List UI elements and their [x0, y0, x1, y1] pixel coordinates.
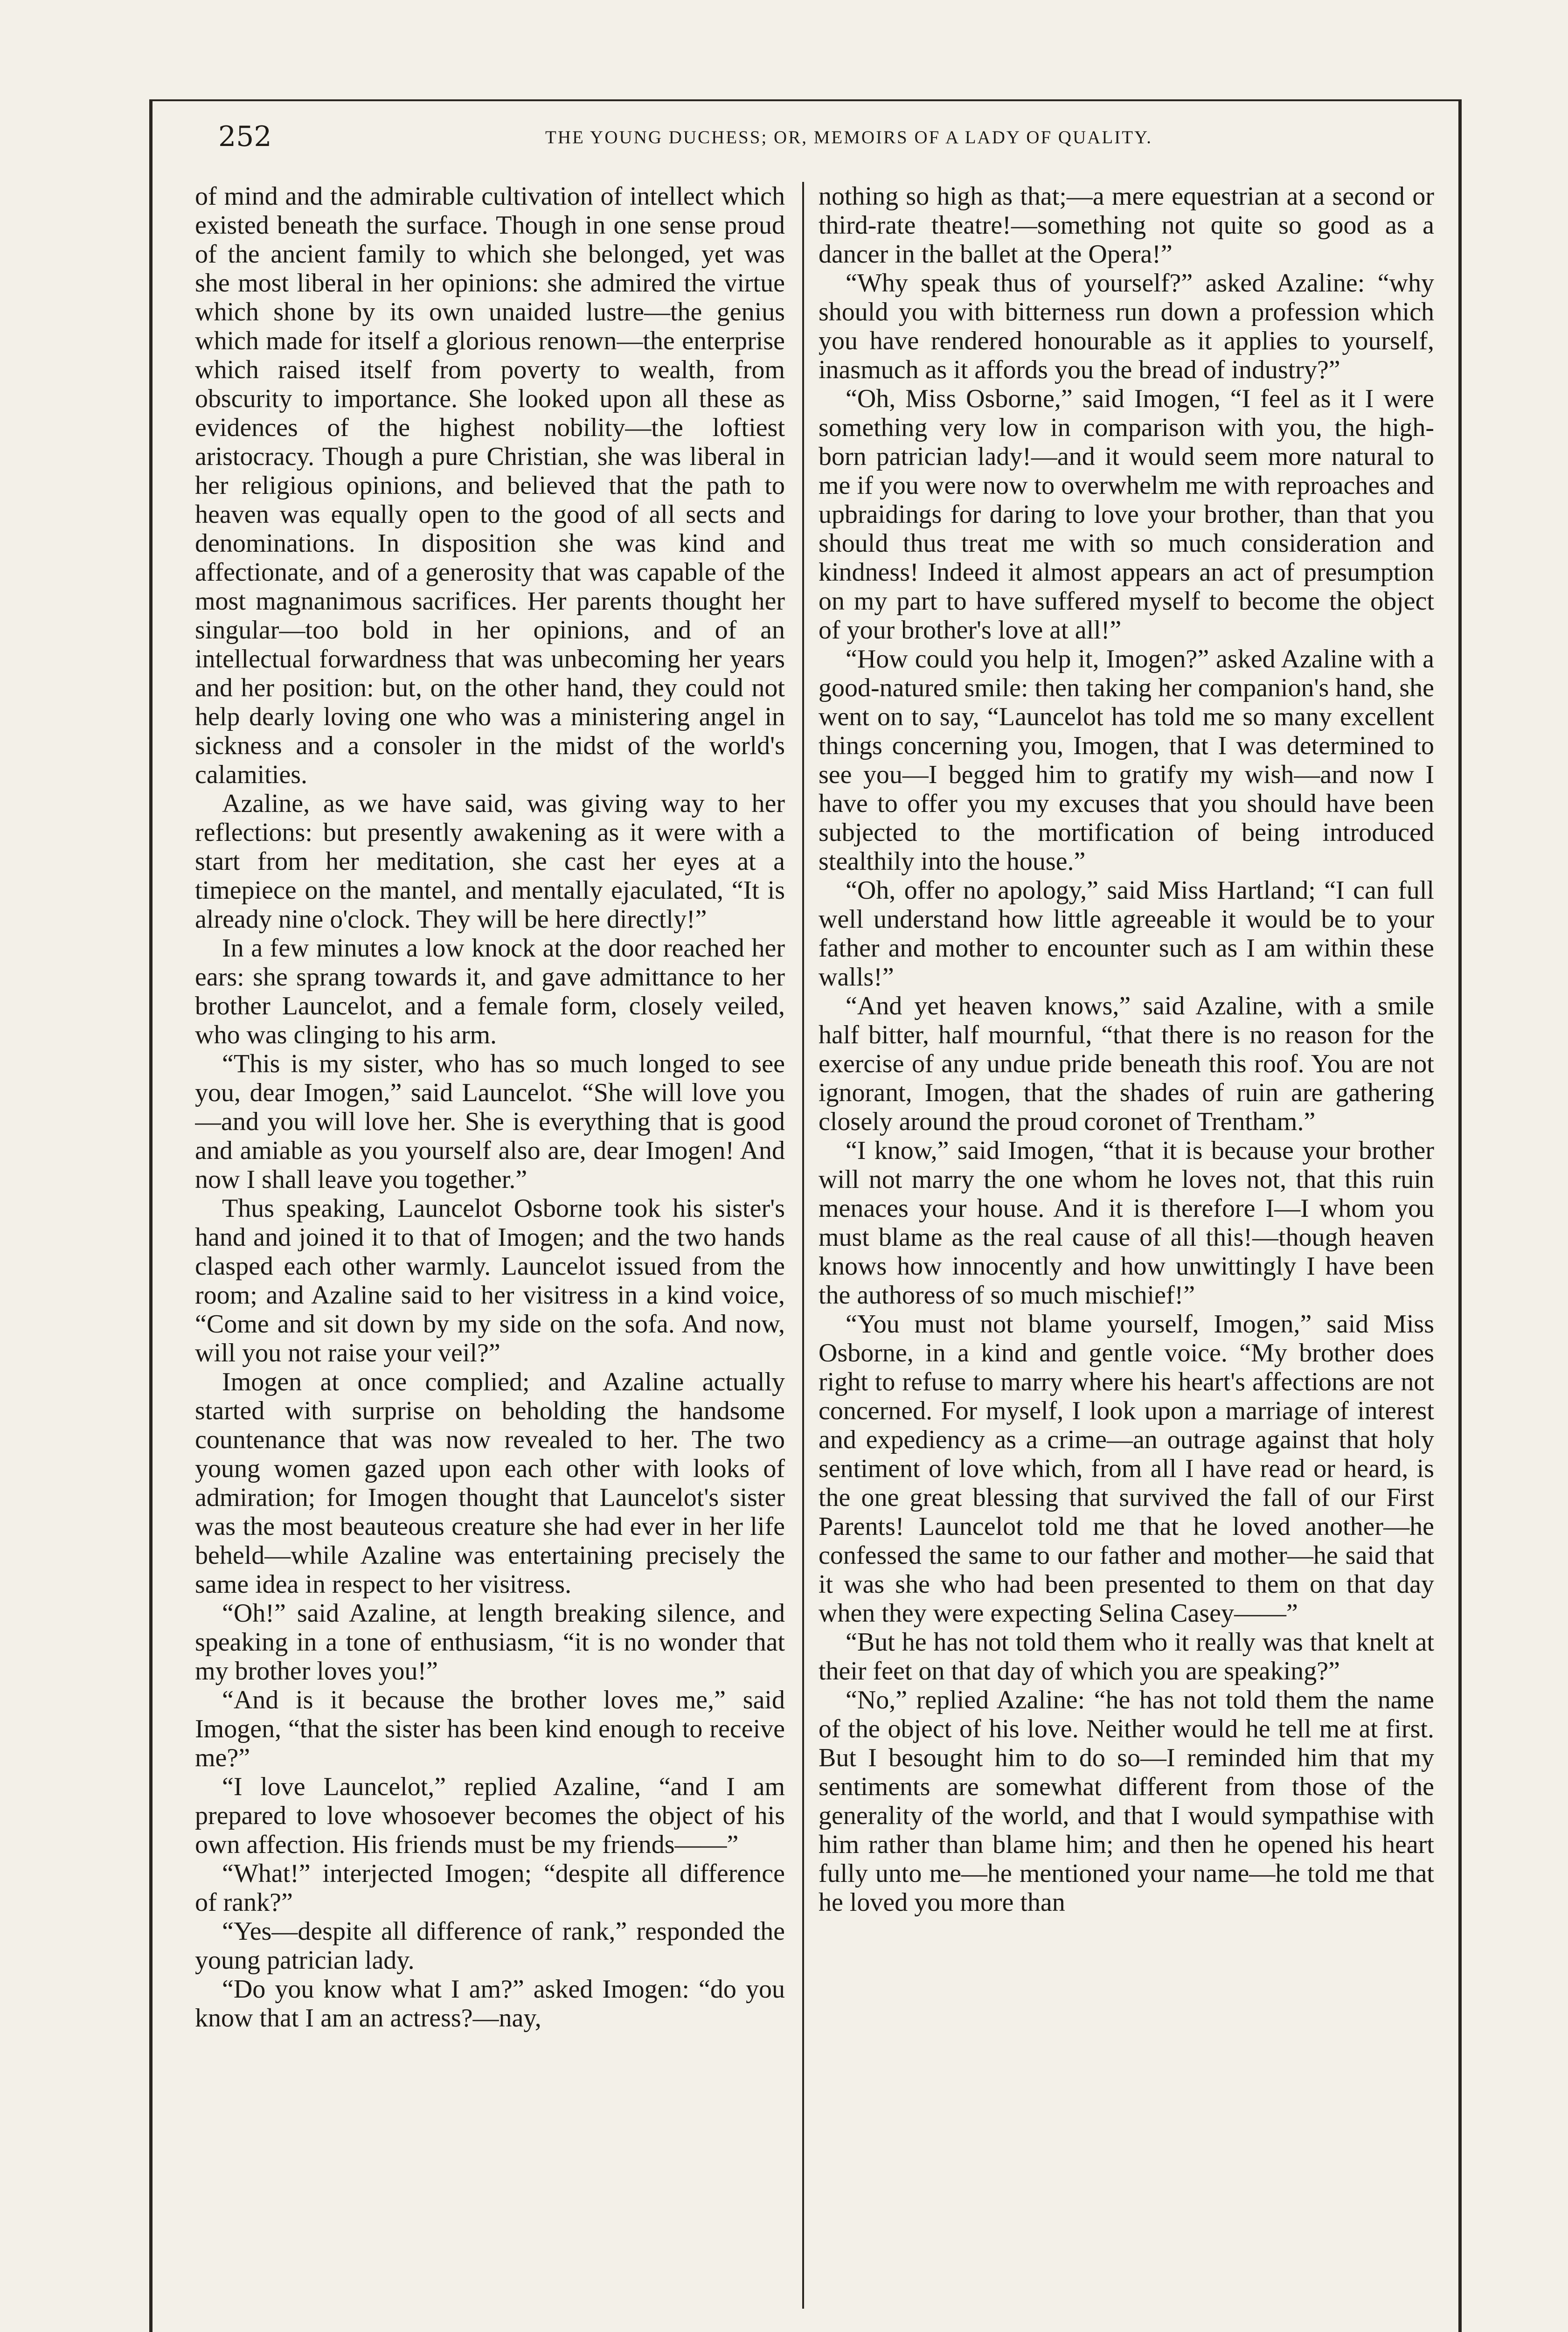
paragraph: “How could you help it, Imogen?” asked Azaline with a good-natured smile: then taking her companion's hand, she went on to say, “Launcelot has told me so many excellent things concerning you, Imogen, that I was determined to see you—I begged him to gratify my wish—and now I have to offer you my excuses that you should have been subjected to the mortification of being introduced stealthily into the house.” — [819, 645, 1434, 876]
paragraph: “And yet heaven knows,” said Azaline, with a smile half bitter, half mournful, “that there is no reason for the exercise of any undue pride beneath this roof. You are not ignorant, Imogen, that the shades of ruin are gathering closely around the proud coronet of Trentham.” — [819, 992, 1434, 1136]
paragraph: “Why speak thus of yourself?” asked Azaline: “why should you with bitterness run down a profession which you have rendered honourable as it applies to yourself, inasmuch as it affords you the bread of industry?” — [819, 269, 1434, 384]
paragraph: “I know,” said Imogen, “that it is because your brother will not marry the one whom he loves not, that this ruin menaces your house. And it is therefore I—I whom you must blame as the real cause of all this!—though heaven knows how innocently and how unwittingly I have been the authoress of so much mischief!” — [819, 1136, 1434, 1310]
paragraph: Azaline, as we have said, was giving way to her reflections: but presently awakening as it were with a start from her meditation, she cast her eyes at a timepiece on the mantel, and mentally ejaculated, “It is already nine o'clock. They will be here directly!” — [195, 789, 785, 934]
left-text-column — [195, 182, 785, 2313]
paragraph: of mind and the admirable cultivation of intellect which existed beneath the surface. Though in one sense proud of the ancient family to which she belonged, yet was she most liberal in her opinions: she admired the virtue which shone by its own unaided lustre—the genius which made for itself a glorious renown—the enterprise which raised itself from poverty to wealth, from obscurity to importance. She looked upon all these as evidences of the highest nobility—the loftiest aristocracy. Though a pure Christian, she was liberal in her religious opinions, and believed that the path to heaven was equally open to the good of all sects and denominations. In disposition she was kind and affectionate, and of a generosity that was capable of the most magnanimous sacrifices. Her parents thought her singular—too bold in her opinions, and of an intellectual forwardness that was unbecoming her years and her position: but, on the other hand, they could not help dearly loving one who was a ministering angel in sickness and a consoler in the midst of the world's calamities. — [195, 182, 785, 789]
paragraph: “Do you know what I am?” asked Imogen: “do you know that I am an actress?—nay, — [195, 1975, 785, 2033]
paragraph: “Yes—despite all difference of rank,” responded the young patrician lady. — [195, 1917, 785, 1975]
paragraph: “You must not blame yourself, Imogen,” said Miss Osborne, in a kind and gentle voice. “My brother does right to refuse to marry where his heart's affections are not concerned. For myself, I look upon a marriage of interest and expediency as a crime—an outrage against that holy sentiment of love which, from all I have read or heard, is the one great blessing that survived the fall of our First Parents! Launcelot told me that he loved another—he confessed the same to our father and mother—he said that it was she who had been presented to them on that day when they were expecting Selina Casey——” — [819, 1310, 1434, 1628]
paragraph: “I love Launcelot,” replied Azaline, “and I am prepared to love whosoever becomes the object of his own affection. His friends must be my friends——” — [195, 1772, 785, 1859]
page-number: 252 — [218, 120, 272, 153]
right-text-column — [819, 182, 1434, 2313]
paragraph: “But he has not told them who it really was that knelt at their feet on that day of which you are speaking?” — [819, 1628, 1434, 1686]
paragraph: Imogen at once complied; and Azaline actually started with surprise on beholding the handsome countenance that was now revealed to her. The two young women gazed upon each other with looks of admiration; for Imogen thought that Launcelot's sister was the most beauteous creature she had ever in her life beheld—while Azaline was entertaining precisely the same idea in respect to her visitress. — [195, 1367, 785, 1599]
paragraph: “No,” replied Azaline: “he has not told them the name of the object of his love. Neither would he tell me at first. But I besought him to do so—I reminded him that my sentiments are somewhat different from those of the generality of the world, and that I would sympathise with him rather than blame him; and then he opened his heart fully unto me—he mentioned your name—he told me that he loved you more than — [819, 1686, 1434, 1917]
paragraph: nothing so high as that;—a mere equestrian at a second or third-rate theatre!—something not quite so good as a dancer in the ballet at the Opera!” — [819, 182, 1434, 269]
paragraph: In a few minutes a low knock at the door reached her ears: she sprang towards it, and gave admittance to her brother Launcelot, and a female form, closely veiled, who was clinging to his arm. — [195, 934, 785, 1049]
running-title: THE YOUNG DUCHESS; OR, MEMOIRS OF A LADY OF QUALITY. — [545, 127, 1152, 147]
paragraph: “What!” interjected Imogen; “despite all difference of rank?” — [195, 1859, 785, 1917]
paragraph: “Oh, offer no apology,” said Miss Hartland; “I can full well understand how little agreeable it would be to your father and mother to encounter such as I am within these walls!” — [819, 876, 1434, 992]
paragraph: “Oh!” said Azaline, at length breaking silence, and speaking in a tone of enthusiasm, “it is no wonder that my brother loves you!” — [195, 1599, 785, 1686]
column-divider — [802, 182, 804, 2309]
paragraph: “Oh, Miss Osborne,” said Imogen, “I feel as it I were something very low in comparison with you, the high-born patrician lady!—and it would seem more natural to me if you were now to overwhelm me with reproaches and upbraidings for daring to love your brother, than that you should thus treat me with so much consideration and kindness! Indeed it almost appears an act of presumption on my part to have suffered myself to become the object of your brother's love at all!” — [819, 384, 1434, 645]
paragraph: Thus speaking, Launcelot Osborne took his sister's hand and joined it to that of Imogen; and the two hands clasped each other warmly. Launcelot issued from the room; and Azaline said to her visitress in a kind voice, “Come and sit down by my side on the sofa. And now, will you not raise your veil?” — [195, 1194, 785, 1367]
paragraph: “This is my sister, who has so much longed to see you, dear Imogen,” said Launcelot. “She will love you—and you will love her. She is everything that is good and amiable as you yourself also are, dear Imogen! And now I shall leave you together.” — [195, 1049, 785, 1194]
paragraph: “And is it because the brother loves me,” said Imogen, “that the sister has been kind enough to receive me?” — [195, 1686, 785, 1772]
